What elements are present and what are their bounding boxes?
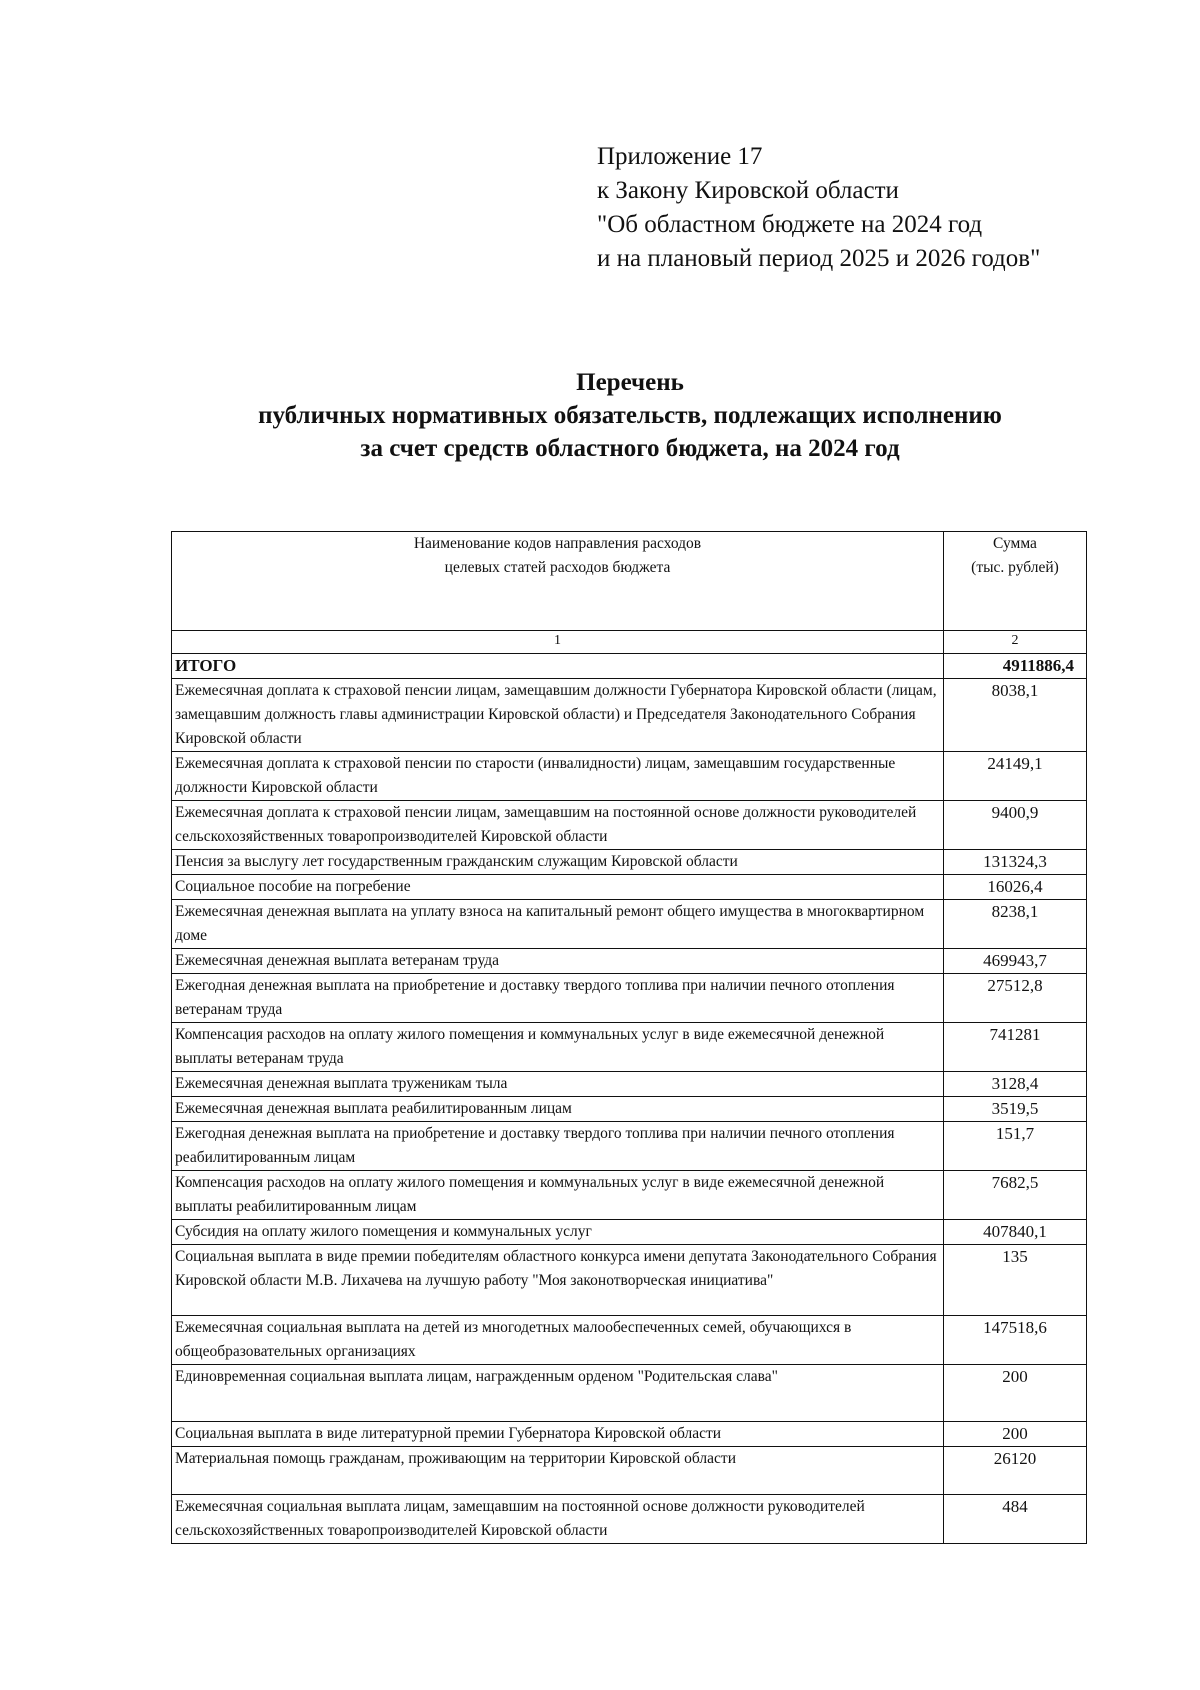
row-name: Социальное пособие на погребение	[172, 875, 944, 900]
row-value: 16026,4	[944, 875, 1087, 900]
row-value: 9400,9	[944, 801, 1087, 850]
row-name: Ежемесячная доплата к страховой пенсии лицам, замещавшим на постоянной основе должности руководителей сельскохозяйственных товаропроизводителей Кировской области	[172, 801, 944, 850]
table-row	[172, 1072, 1087, 1097]
row-name: Субсидия на оплату жилого помещения и коммунальных услуг	[172, 1220, 944, 1245]
row-value: 151,7	[944, 1122, 1087, 1171]
table-row	[172, 974, 1087, 1023]
row-name: Ежемесячная денежная выплата ветеранам труда	[172, 949, 944, 974]
row-value: 469943,7	[944, 949, 1087, 974]
row-value: 131324,3	[944, 850, 1087, 875]
row-value: 135	[944, 1245, 1087, 1316]
table-row	[172, 850, 1087, 875]
row-name: Компенсация расходов на оплату жилого помещения и коммунальных услуг в виде ежемесячной денежной выплаты ветеранам труда	[172, 1023, 944, 1072]
column-number-2: 2	[944, 631, 1087, 654]
row-name: Ежегодная денежная выплата на приобретение и доставку твердого топлива при наличии печного отопления ветеранам труда	[172, 974, 944, 1023]
header-name-line-1: Наименование кодов направления расходов	[413, 535, 702, 552]
table-row	[172, 900, 1087, 949]
header-sum-cell	[944, 532, 1087, 631]
row-name: Пенсия за выслугу лет государственным гражданским служащим Кировской области	[172, 850, 944, 875]
row-name: Социальная выплата в виде литературной премии Губернатора Кировской области	[172, 1422, 944, 1447]
row-name: Ежемесячная социальная выплата на детей из многодетных малообеспеченных семей, обучающихся в общеобразовательных организациях	[172, 1316, 944, 1365]
row-value: 26120	[944, 1447, 1087, 1495]
header-sum-line-1: Сумма	[993, 535, 1037, 552]
row-name: Ежемесячная доплата к страховой пенсии по старости (инвалидности) лицам, замещавшим государственные должности Кировской области	[172, 752, 944, 801]
total-label: ИТОГО	[172, 654, 944, 679]
table-header-row	[172, 532, 1087, 631]
table-row	[172, 1171, 1087, 1220]
table-row	[172, 1220, 1087, 1245]
row-name: Ежемесячная денежная выплата реабилитированным лицам	[172, 1097, 944, 1122]
appendix-line-4: и на плановый период 2025 и 2026 годов"	[597, 245, 1041, 272]
row-value: 7682,5	[944, 1171, 1087, 1220]
row-name: Ежемесячная денежная выплата труженикам тыла	[172, 1072, 944, 1097]
table-row	[172, 1097, 1087, 1122]
row-name: Ежемесячная денежная выплата на уплату взноса на капитальный ремонт общего имущества в многоквартирном доме	[172, 900, 944, 949]
row-value: 407840,1	[944, 1220, 1087, 1245]
table-row	[172, 1495, 1087, 1544]
row-value: 3128,4	[944, 1072, 1087, 1097]
table-row	[172, 1422, 1087, 1447]
row-name: Компенсация расходов на оплату жилого помещения и коммунальных услуг в виде ежемесячной денежной выплаты реабилитированным лицам	[172, 1171, 944, 1220]
header-name-line-2: целевых статей расходов бюджета	[444, 559, 671, 576]
row-value: 147518,6	[944, 1316, 1087, 1365]
row-value: 200	[944, 1365, 1087, 1422]
row-value: 3519,5	[944, 1097, 1087, 1122]
row-value: 27512,8	[944, 974, 1087, 1023]
column-number-1: 1	[172, 631, 944, 654]
row-value: 24149,1	[944, 752, 1087, 801]
total-value: 4911886,4	[944, 654, 1087, 679]
table-row	[172, 875, 1087, 900]
table-row	[172, 752, 1087, 801]
table-row	[172, 1122, 1087, 1171]
row-name: Ежемесячная социальная выплата лицам, замещавшим на постоянной основе должности руководителей сельскохозяйственных товаропроизводителей Кировской области	[172, 1495, 944, 1544]
title-line-1: Перечень	[576, 369, 684, 396]
table-row	[172, 1316, 1087, 1365]
appendix-header	[597, 140, 1157, 276]
row-value: 741281	[944, 1023, 1087, 1072]
row-name: Ежегодная денежная выплата на приобретение и доставку твердого топлива при наличии печного отопления реабилитированным лицам	[172, 1122, 944, 1171]
title-line-2: публичных нормативных обязательств, подлежащих исполнению	[258, 402, 1002, 429]
column-number-row	[172, 631, 1087, 654]
obligations-table	[171, 531, 1087, 1544]
header-sum-line-2: (тыс. рублей)	[971, 559, 1059, 576]
row-value: 200	[944, 1422, 1087, 1447]
table-row	[172, 1023, 1087, 1072]
row-value: 8038,1	[944, 679, 1087, 752]
title-line-3: за счет средств областного бюджета, на 2024 год	[360, 435, 900, 462]
table-row	[172, 949, 1087, 974]
appendix-line-3: "Об областном бюджете на 2024 год	[597, 211, 983, 238]
row-name: Материальная помощь гражданам, проживающим на территории Кировской области	[172, 1447, 944, 1495]
row-name: Единовременная социальная выплата лицам, награжденным орденом "Родительская слава"	[172, 1365, 944, 1422]
table-row	[172, 679, 1087, 752]
appendix-line-2: к Закону Кировской области	[597, 177, 899, 204]
table-row	[172, 1245, 1087, 1316]
row-name: Ежемесячная доплата к страховой пенсии лицам, замещавшим должности Губернатора Кировской области (лицам, замещавшим должность главы администрации Кировской области) и Председателя Законодательного Собрания Кировской области	[172, 679, 944, 752]
document-title	[170, 366, 1090, 465]
table-row	[172, 1447, 1087, 1495]
row-value: 8238,1	[944, 900, 1087, 949]
table-row	[172, 801, 1087, 850]
total-row	[172, 654, 1087, 679]
row-value: 484	[944, 1495, 1087, 1544]
appendix-line-1: Приложение 17	[597, 143, 763, 170]
header-name-cell	[172, 532, 944, 631]
table-row	[172, 1365, 1087, 1422]
row-name: Социальная выплата в виде премии победителям областного конкурса имени депутата Законодательного Собрания Кировской области М.В. Лихачева на лучшую работу "Моя законотворческая инициатива"	[172, 1245, 944, 1316]
